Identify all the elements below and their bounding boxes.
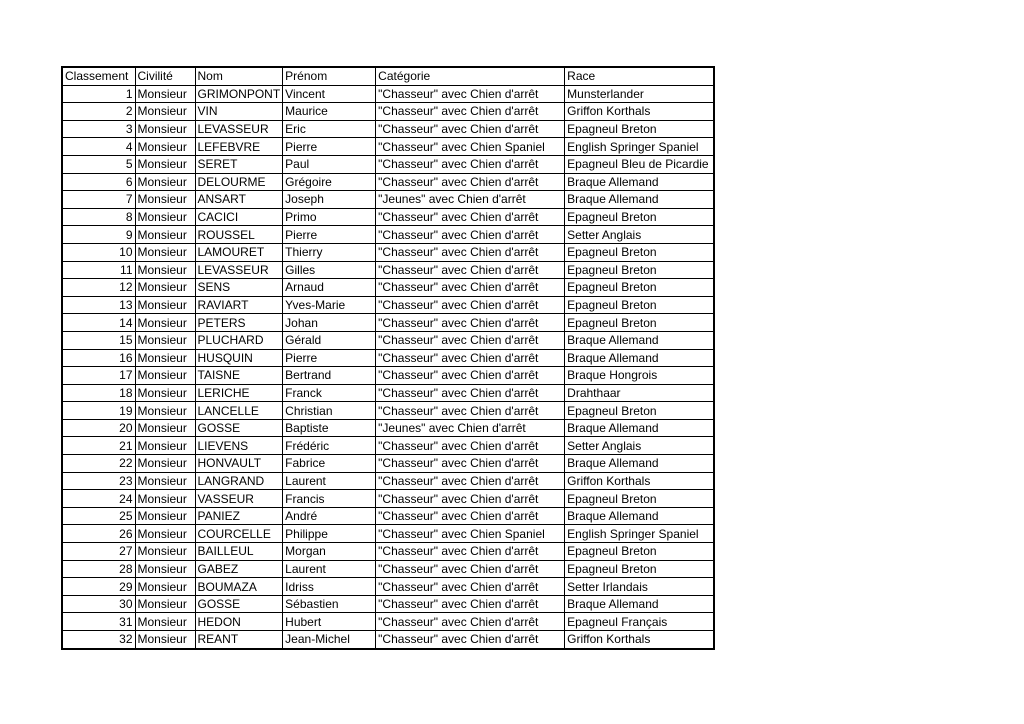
table-row	[62, 578, 714, 596]
table-row	[62, 543, 714, 561]
cell-nom: SENS	[195, 279, 283, 297]
cell-civilite: Monsieur	[135, 543, 195, 561]
cell-categorie: "Chasseur" avec Chien d'arrêt	[376, 402, 565, 420]
cell-race: Epagneul Breton	[565, 402, 714, 420]
table-row	[62, 208, 714, 226]
cell-civilite: Monsieur	[135, 155, 195, 173]
cell-prenom: Pierre	[283, 349, 376, 367]
cell-prenom: Pierre	[283, 138, 376, 156]
cell-classement: 23	[62, 472, 135, 490]
cell-nom: VIN	[195, 103, 283, 121]
table-row	[62, 384, 714, 402]
cell-civilite: Monsieur	[135, 226, 195, 244]
cell-nom: LEVASSEUR	[195, 261, 283, 279]
cell-prenom: Primo	[283, 208, 376, 226]
cell-nom: REANT	[195, 631, 283, 649]
table-row	[62, 314, 714, 332]
header-row	[62, 67, 714, 85]
cell-civilite: Monsieur	[135, 367, 195, 385]
cell-classement: 18	[62, 384, 135, 402]
cell-prenom: Franck	[283, 384, 376, 402]
cell-categorie: "Chasseur" avec Chien d'arrêt	[376, 226, 565, 244]
cell-race: Griffon Korthals	[565, 631, 714, 649]
table-row	[62, 402, 714, 420]
cell-civilite: Monsieur	[135, 349, 195, 367]
cell-race: Epagneul Français	[565, 613, 714, 631]
cell-prenom: Laurent	[283, 472, 376, 490]
cell-race: Drahthaar	[565, 384, 714, 402]
cell-categorie: "Chasseur" avec Chien d'arrêt	[376, 349, 565, 367]
table-row	[62, 490, 714, 508]
cell-categorie: "Chasseur" avec Chien d'arrêt	[376, 367, 565, 385]
cell-nom: ANSART	[195, 191, 283, 209]
cell-prenom: Baptiste	[283, 419, 376, 437]
cell-categorie: "Jeunes" avec Chien d'arrêt	[376, 191, 565, 209]
cell-classement: 13	[62, 296, 135, 314]
cell-nom: HEDON	[195, 613, 283, 631]
cell-categorie: "Chasseur" avec Chien d'arrêt	[376, 173, 565, 191]
cell-nom: PLUCHARD	[195, 331, 283, 349]
cell-classement: 28	[62, 560, 135, 578]
cell-civilite: Monsieur	[135, 578, 195, 596]
cell-nom: DELOURME	[195, 173, 283, 191]
table-row	[62, 173, 714, 191]
header-race: Race	[565, 67, 714, 85]
cell-civilite: Monsieur	[135, 631, 195, 649]
cell-civilite: Monsieur	[135, 85, 195, 103]
cell-prenom: Morgan	[283, 543, 376, 561]
cell-race: Epagneul Breton	[565, 314, 714, 332]
cell-classement: 10	[62, 243, 135, 261]
cell-prenom: Paul	[283, 155, 376, 173]
cell-categorie: "Chasseur" avec Chien d'arrêt	[376, 560, 565, 578]
cell-categorie: "Chasseur" avec Chien d'arrêt	[376, 120, 565, 138]
cell-nom: LEFEBVRE	[195, 138, 283, 156]
table-row	[62, 595, 714, 613]
cell-classement: 14	[62, 314, 135, 332]
table-row	[62, 525, 714, 543]
cell-civilite: Monsieur	[135, 613, 195, 631]
table-row	[62, 226, 714, 244]
cell-categorie: "Chasseur" avec Chien d'arrêt	[376, 437, 565, 455]
table-row	[62, 472, 714, 490]
cell-classement: 31	[62, 613, 135, 631]
cell-race: Braque Allemand	[565, 349, 714, 367]
cell-categorie: "Chasseur" avec Chien d'arrêt	[376, 455, 565, 473]
table-row	[62, 507, 714, 525]
cell-classement: 26	[62, 525, 135, 543]
cell-prenom: Frédéric	[283, 437, 376, 455]
cell-race: Braque Allemand	[565, 419, 714, 437]
cell-civilite: Monsieur	[135, 191, 195, 209]
cell-classement: 12	[62, 279, 135, 297]
cell-classement: 27	[62, 543, 135, 561]
cell-categorie: "Chasseur" avec Chien d'arrêt	[376, 472, 565, 490]
cell-classement: 11	[62, 261, 135, 279]
cell-classement: 22	[62, 455, 135, 473]
cell-civilite: Monsieur	[135, 490, 195, 508]
cell-civilite: Monsieur	[135, 243, 195, 261]
cell-nom: LANGRAND	[195, 472, 283, 490]
cell-nom: LAMOURET	[195, 243, 283, 261]
cell-race: English Springer Spaniel	[565, 138, 714, 156]
cell-race: Griffon Korthals	[565, 472, 714, 490]
cell-civilite: Monsieur	[135, 208, 195, 226]
cell-prenom: Laurent	[283, 560, 376, 578]
cell-prenom: Joseph	[283, 191, 376, 209]
table-row	[62, 349, 714, 367]
cell-classement: 5	[62, 155, 135, 173]
cell-nom: PETERS	[195, 314, 283, 332]
cell-race: Braque Allemand	[565, 191, 714, 209]
cell-nom: LERICHE	[195, 384, 283, 402]
table-row	[62, 613, 714, 631]
cell-prenom: Francis	[283, 490, 376, 508]
cell-prenom: Christian	[283, 402, 376, 420]
cell-race: Braque Allemand	[565, 507, 714, 525]
cell-race: Braque Hongrois	[565, 367, 714, 385]
cell-civilite: Monsieur	[135, 138, 195, 156]
cell-categorie: "Chasseur" avec Chien d'arrêt	[376, 155, 565, 173]
cell-categorie: "Chasseur" avec Chien d'arrêt	[376, 85, 565, 103]
cell-classement: 2	[62, 103, 135, 121]
cell-race: Braque Allemand	[565, 331, 714, 349]
cell-civilite: Monsieur	[135, 103, 195, 121]
cell-prenom: Gérald	[283, 331, 376, 349]
cell-prenom: Grégoire	[283, 173, 376, 191]
cell-prenom: Sébastien	[283, 595, 376, 613]
table-row	[62, 191, 714, 209]
cell-categorie: "Chasseur" avec Chien d'arrêt	[376, 384, 565, 402]
cell-nom: BAILLEUL	[195, 543, 283, 561]
cell-civilite: Monsieur	[135, 525, 195, 543]
cell-prenom: Yves-Marie	[283, 296, 376, 314]
cell-prenom: Jean-Michel	[283, 631, 376, 649]
header-civilite: Civilité	[135, 67, 195, 85]
cell-race: Epagneul Breton	[565, 543, 714, 561]
cell-categorie: "Chasseur" avec Chien d'arrêt	[376, 314, 565, 332]
cell-categorie: "Chasseur" avec Chien d'arrêt	[376, 631, 565, 649]
cell-classement: 32	[62, 631, 135, 649]
cell-nom: GOSSE	[195, 595, 283, 613]
cell-prenom: Bertrand	[283, 367, 376, 385]
cell-nom: HUSQUIN	[195, 349, 283, 367]
cell-civilite: Monsieur	[135, 296, 195, 314]
cell-categorie: "Chasseur" avec Chien Spaniel	[376, 525, 565, 543]
cell-prenom: Idriss	[283, 578, 376, 596]
cell-race: Munsterlander	[565, 85, 714, 103]
cell-nom: PANIEZ	[195, 507, 283, 525]
cell-nom: GRIMONPONT	[195, 85, 283, 103]
cell-prenom: Gilles	[283, 261, 376, 279]
cell-race: Setter Irlandais	[565, 578, 714, 596]
cell-classement: 6	[62, 173, 135, 191]
cell-race: Epagneul Breton	[565, 279, 714, 297]
cell-classement: 30	[62, 595, 135, 613]
cell-race: Setter Anglais	[565, 226, 714, 244]
cell-categorie: "Jeunes" avec Chien d'arrêt	[376, 419, 565, 437]
table-row	[62, 261, 714, 279]
cell-race: Braque Allemand	[565, 173, 714, 191]
cell-civilite: Monsieur	[135, 507, 195, 525]
table-row	[62, 437, 714, 455]
cell-classement: 20	[62, 419, 135, 437]
cell-race: Braque Allemand	[565, 595, 714, 613]
cell-classement: 7	[62, 191, 135, 209]
cell-race: Epagneul Breton	[565, 120, 714, 138]
cell-categorie: "Chasseur" avec Chien d'arrêt	[376, 490, 565, 508]
cell-categorie: "Chasseur" avec Chien d'arrêt	[376, 331, 565, 349]
cell-categorie: "Chasseur" avec Chien Spaniel	[376, 138, 565, 156]
results-sheet	[61, 66, 715, 650]
cell-prenom: Maurice	[283, 103, 376, 121]
table-row	[62, 279, 714, 297]
cell-race: Griffon Korthals	[565, 103, 714, 121]
cell-classement: 21	[62, 437, 135, 455]
table-body	[62, 85, 714, 649]
cell-nom: GOSSE	[195, 419, 283, 437]
header-classement: Classement	[62, 67, 135, 85]
cell-prenom: Pierre	[283, 226, 376, 244]
cell-race: Epagneul Breton	[565, 261, 714, 279]
table-row	[62, 331, 714, 349]
cell-nom: HONVAULT	[195, 455, 283, 473]
cell-classement: 4	[62, 138, 135, 156]
cell-race: Epagneul Breton	[565, 243, 714, 261]
header-categorie: Catégorie	[376, 67, 565, 85]
cell-civilite: Monsieur	[135, 402, 195, 420]
cell-race: Epagneul Breton	[565, 208, 714, 226]
table-row	[62, 138, 714, 156]
table-row	[62, 103, 714, 121]
cell-categorie: "Chasseur" avec Chien d'arrêt	[376, 261, 565, 279]
cell-race: Epagneul Breton	[565, 296, 714, 314]
cell-classement: 3	[62, 120, 135, 138]
cell-race: Braque Allemand	[565, 455, 714, 473]
cell-nom: CACICI	[195, 208, 283, 226]
cell-race: Epagneul Bleu de Picardie	[565, 155, 714, 173]
results-table	[61, 66, 715, 650]
cell-categorie: "Chasseur" avec Chien d'arrêt	[376, 578, 565, 596]
cell-categorie: "Chasseur" avec Chien d'arrêt	[376, 595, 565, 613]
table-row	[62, 631, 714, 649]
table-row	[62, 367, 714, 385]
cell-prenom: Philippe	[283, 525, 376, 543]
cell-nom: BOUMAZA	[195, 578, 283, 596]
cell-nom: RAVIART	[195, 296, 283, 314]
cell-prenom: Arnaud	[283, 279, 376, 297]
cell-prenom: Johan	[283, 314, 376, 332]
cell-classement: 8	[62, 208, 135, 226]
cell-civilite: Monsieur	[135, 384, 195, 402]
cell-prenom: André	[283, 507, 376, 525]
cell-classement: 1	[62, 85, 135, 103]
cell-classement: 17	[62, 367, 135, 385]
cell-categorie: "Chasseur" avec Chien d'arrêt	[376, 279, 565, 297]
cell-civilite: Monsieur	[135, 331, 195, 349]
cell-classement: 19	[62, 402, 135, 420]
cell-nom: LEVASSEUR	[195, 120, 283, 138]
cell-civilite: Monsieur	[135, 120, 195, 138]
cell-categorie: "Chasseur" avec Chien d'arrêt	[376, 543, 565, 561]
table-row	[62, 455, 714, 473]
cell-nom: COURCELLE	[195, 525, 283, 543]
table-row	[62, 243, 714, 261]
cell-prenom: Fabrice	[283, 455, 376, 473]
table-row	[62, 155, 714, 173]
cell-categorie: "Chasseur" avec Chien d'arrêt	[376, 296, 565, 314]
cell-prenom: Thierry	[283, 243, 376, 261]
table-header	[62, 67, 714, 85]
cell-nom: ROUSSEL	[195, 226, 283, 244]
table-row	[62, 560, 714, 578]
cell-race: Epagneul Breton	[565, 560, 714, 578]
cell-categorie: "Chasseur" avec Chien d'arrêt	[376, 507, 565, 525]
cell-civilite: Monsieur	[135, 419, 195, 437]
cell-nom: LIEVENS	[195, 437, 283, 455]
cell-civilite: Monsieur	[135, 560, 195, 578]
cell-classement: 25	[62, 507, 135, 525]
cell-civilite: Monsieur	[135, 279, 195, 297]
cell-categorie: "Chasseur" avec Chien d'arrêt	[376, 103, 565, 121]
cell-nom: TAISNE	[195, 367, 283, 385]
cell-race: Epagneul Breton	[565, 490, 714, 508]
table-row	[62, 120, 714, 138]
cell-civilite: Monsieur	[135, 261, 195, 279]
cell-race: Setter Anglais	[565, 437, 714, 455]
cell-civilite: Monsieur	[135, 437, 195, 455]
table-row	[62, 296, 714, 314]
cell-civilite: Monsieur	[135, 595, 195, 613]
header-prenom: Prénom	[283, 67, 376, 85]
cell-categorie: "Chasseur" avec Chien d'arrêt	[376, 243, 565, 261]
cell-nom: LANCELLE	[195, 402, 283, 420]
cell-prenom: Vincent	[283, 85, 376, 103]
cell-classement: 24	[62, 490, 135, 508]
cell-classement: 29	[62, 578, 135, 596]
cell-classement: 16	[62, 349, 135, 367]
cell-prenom: Eric	[283, 120, 376, 138]
cell-classement: 9	[62, 226, 135, 244]
cell-civilite: Monsieur	[135, 455, 195, 473]
cell-civilite: Monsieur	[135, 472, 195, 490]
header-nom: Nom	[195, 67, 283, 85]
cell-categorie: "Chasseur" avec Chien d'arrêt	[376, 208, 565, 226]
cell-classement: 15	[62, 331, 135, 349]
cell-civilite: Monsieur	[135, 173, 195, 191]
table-row	[62, 85, 714, 103]
table-row	[62, 419, 714, 437]
cell-civilite: Monsieur	[135, 314, 195, 332]
cell-nom: SERET	[195, 155, 283, 173]
cell-nom: VASSEUR	[195, 490, 283, 508]
cell-categorie: "Chasseur" avec Chien d'arrêt	[376, 613, 565, 631]
cell-race: English Springer Spaniel	[565, 525, 714, 543]
cell-prenom: Hubert	[283, 613, 376, 631]
cell-nom: GABEZ	[195, 560, 283, 578]
